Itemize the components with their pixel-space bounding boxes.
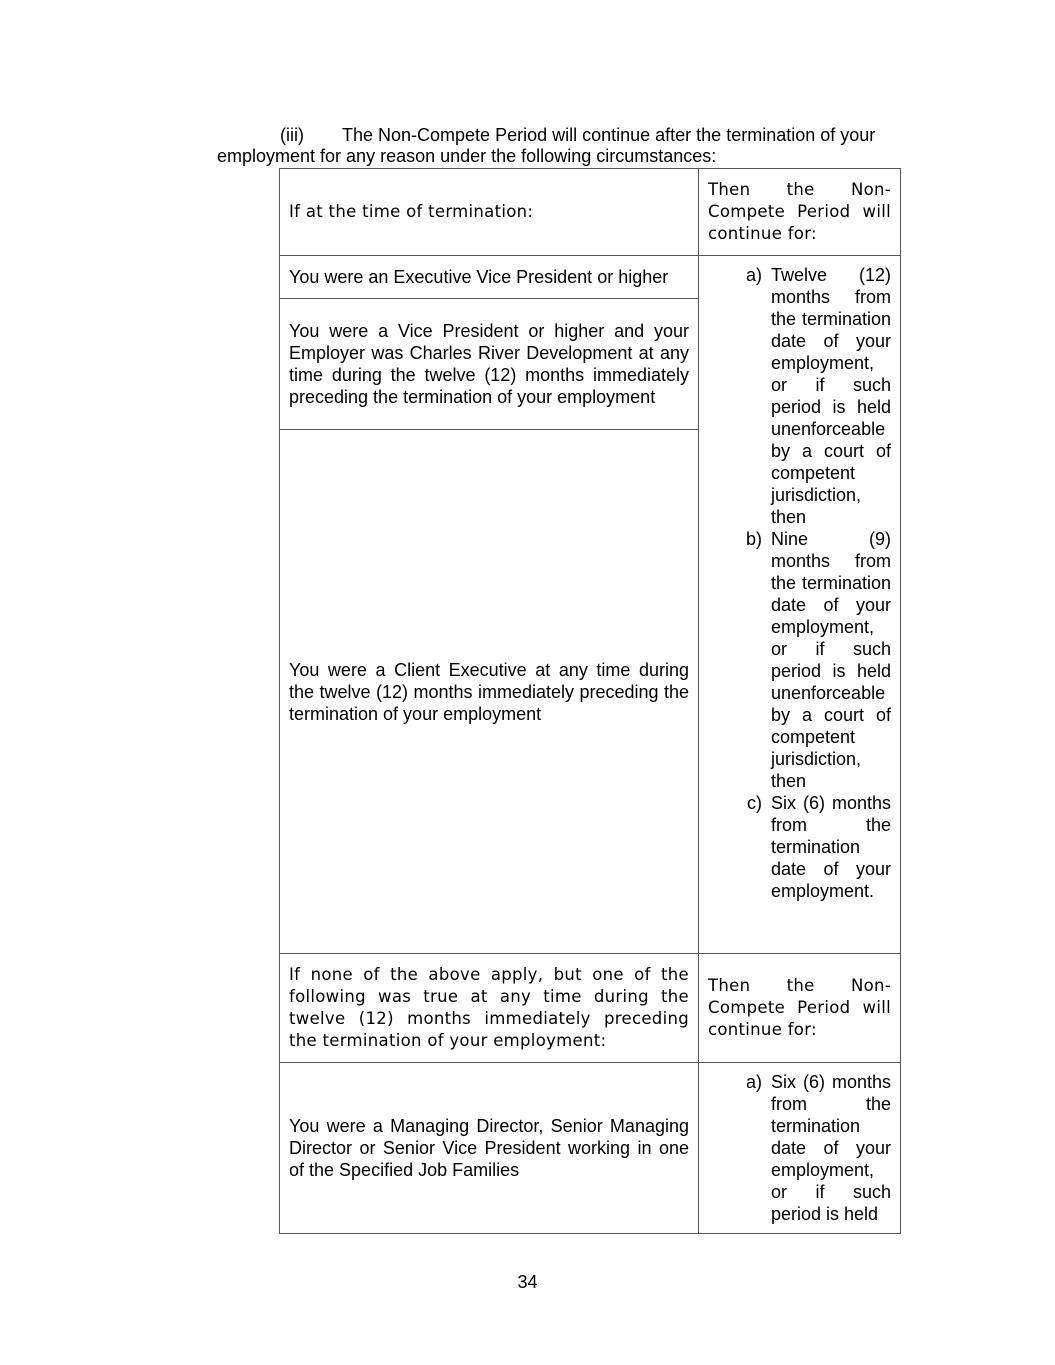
- period-marker: c): [747, 793, 762, 813]
- intro-paragraph: [217, 125, 901, 167]
- row-managing-director: You were a Managing Director, Senior Managing Director or Senior Vice President working in one of the Specified Job Families: [280, 1063, 699, 1234]
- period-text: Twelve (12) months from the termination date of your employment, or if such period is held unenforceable by a court of competent jurisdiction, then: [771, 265, 891, 527]
- page-number: 34: [517, 1272, 538, 1292]
- last-period-cell: [699, 1063, 901, 1234]
- period-item-b: [708, 528, 891, 792]
- intro-number: (iii): [280, 125, 304, 145]
- intro-line1: The Non-Compete Period will continue after the termination of your: [342, 125, 876, 145]
- period-text: Six (6) months from the termination date of your employment, or if such period is held: [771, 1072, 891, 1224]
- period-cell: [699, 256, 901, 954]
- period-item-a: [708, 264, 891, 528]
- period-marker: b): [745, 529, 762, 549]
- table-row: [280, 256, 901, 299]
- row-evp: You were an Executive Vice President or higher: [280, 256, 699, 299]
- period-list: [708, 264, 891, 902]
- table-row: [280, 1063, 901, 1234]
- period-item-a: [708, 1071, 891, 1225]
- second-header-row: [280, 954, 901, 1063]
- row-client-exec: You were a Client Executive at any time during the twelve (12) months immediately preceding the termination of your employment: [280, 430, 699, 954]
- table-header-row: [280, 169, 901, 256]
- second-header-right: Then the Non-Compete Period will continue for:: [699, 954, 901, 1063]
- period-marker: a): [745, 265, 762, 285]
- period-text: Six (6) months from the termination date of your employment.: [771, 793, 891, 901]
- period-item-c: [708, 792, 891, 902]
- intro-line2: employment for any reason under the following circumstances:: [217, 146, 717, 166]
- second-header-left: If none of the above apply, but one of the following was true at any time during the twelve (12) months immediately preceding the termination of your employment:: [280, 954, 699, 1063]
- row-vp: You were a Vice President or higher and your Employer was Charles River Development at any time during the twelve (12) months immediately preceding the termination of your employment: [280, 299, 699, 430]
- header-right: Then the Non-Compete Period will continue for:: [699, 169, 901, 256]
- header-left: If at the time of termination:: [280, 169, 699, 256]
- period-list: [708, 1071, 891, 1225]
- non-compete-table: [279, 168, 901, 1234]
- period-marker: a): [745, 1072, 762, 1092]
- period-text: Nine (9) months from the termination date of your employment, or if such period is held unenforceable by a court of competent jurisdiction, then: [771, 529, 891, 791]
